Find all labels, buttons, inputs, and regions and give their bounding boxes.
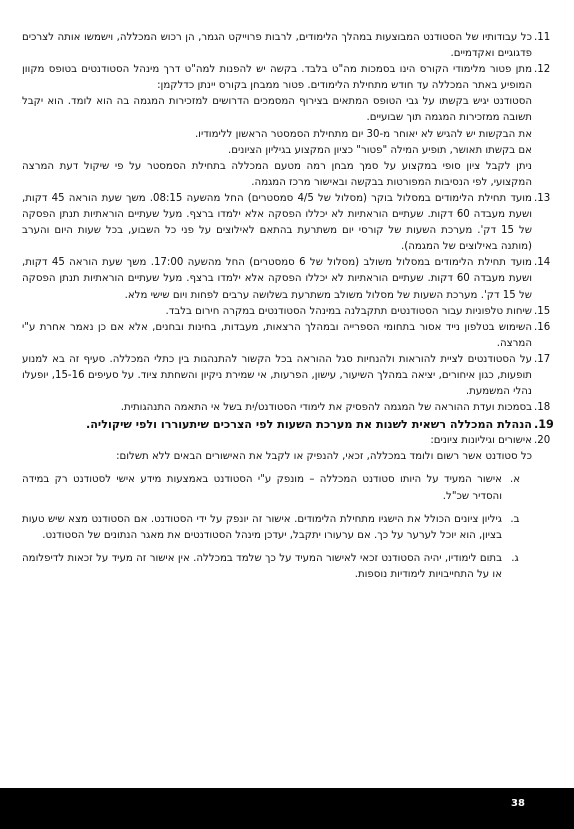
list-item — [22, 191, 552, 255]
item-paragraph: את הבקשות יש להגיש לא יאוחר מ-30 יום מתחילת הסמסטר הראשון ללימודיו. — [194, 128, 532, 140]
list-item — [22, 400, 552, 416]
item-number: .15 — [534, 305, 551, 317]
item-paragraph: מתן פטור מלימודי הקורס הינו בסמכות מה"ט בלבד. בקשה יש להפנות למה"ט דרך מינהל הסטודנטים בטופס מקוון המופיע באתר המכללה עד חודש מתחילת הלימודים. פטור ממבחן בקורס יינתן כדלקמן: — [22, 64, 532, 92]
page-number: 38 — [511, 798, 525, 809]
item-number: .20 — [534, 435, 551, 447]
list-item — [22, 30, 552, 62]
item-number: .18 — [534, 402, 551, 414]
item-number: .14 — [534, 257, 551, 269]
item-paragraph: אישורים וגיליונות ציונים: — [430, 435, 532, 447]
sub-item-letter: ג. — [511, 552, 519, 564]
item-paragraph: שיחות טלפוניות עבור הסטודנטים תתקבלנה במינהל הסטודנטים במקרה חירום בלבד. — [165, 305, 532, 317]
item-paragraph: ניתן לקבל ציון סופי במקצוע על סמך מבחן רמה מטעם המכללה בתחילת הסמסטר על פי שיקול דעת המרצה המקצועי, לפי הנסיבות המפורטות בבקשה ובאישור מרכז המגמה. — [22, 160, 532, 188]
sub-item-letter: א. — [509, 474, 521, 486]
item-paragraph: מועד תחילת הלימודים במסלול משולב (מסלול של 6 סמסטרים) החל מהשעה 17:00. משך שעת הוראה 45 דקות, ושעת מעבדה 60 דקות. שעתיים הוראתיות לא יכללו הפסקה אלא ילמדו ברצף. מעל שעתיים הוראתיות תנתן הפסקה של 15 דק'. מערכת השעות של מסלול משולב משתרעת בשלושה ערבים לפחות ויום שישי מלא. — [22, 257, 532, 301]
item-number: .11 — [534, 32, 551, 43]
list-item — [22, 255, 552, 303]
sub-item-letter: ב. — [510, 513, 520, 525]
sub-item — [22, 551, 532, 583]
item-paragraph: כל עבודותיו של הסטודנט המבוצעות במהלך הלימודים, לרבות פרוייקט הגמר, הן רכוש המכללה, וישמשו אותה לצרכים פדגוגיים ואקדמיים. — [22, 32, 532, 60]
sub-item — [22, 472, 532, 504]
item-paragraph: הנהלת המכללה רשאית לשנות את מערכת השעות לפי הצרכים שיתעוררו ולפי שיקוליה. — [86, 418, 532, 432]
item-paragraph: אם בקשתו תאושר, תופיע המילה "פטור" כציון המקצוע בגיליון הציונים. — [227, 144, 532, 156]
item-number: .16 — [534, 321, 551, 333]
item-number: .12 — [534, 64, 551, 76]
sub-item-text: בתום לימודיו, יהיה הסטודנט זכאי לאישור המעיד על כך שלמד במכללה. אין אישור זה מעיד על זכאות לדיפלומה או על התחייבויות לימודיות נוספות. — [22, 552, 502, 580]
item-paragraph: כל סטודנט אשר רשום ולומד במכללה, זכאי, להנפיק או לקבל את האישורים הבאים ללא תשלום: — [116, 451, 532, 463]
list-item — [22, 352, 552, 400]
item-paragraph: על הסטודנטים לציית להוראות ולהנחיות סגל ההוראה בכל הקשור להתנהגות בין כתלי המכללה. סעיף זה בא למנוע תופעות, כגון איחורים, יציאה במהלך השיעור, עישון, הפרעות, אי שמירת ניקיון והשחתת ציוד. על סעיפים 15-16, יופעלו נהלי המשמעת. — [22, 353, 532, 398]
list-item — [22, 416, 552, 433]
sub-item-text: אישור המעיד על היותו סטודנט המכללה – מונפק ע"י הסטודנט באמצעות מידע אישי לסטודנט רק במידה והסדיר שכ"ל. — [22, 474, 502, 502]
item-paragraph: מועד תחילת הלימודים במסלול בוקר (מסלול של 4/5 סמסטרים) החל מהשעה 08:15. משך שעת הוראה 45 דקות, ושעת מעבדה 60 דקות. שעתיים הוראתיות לא יכללו הפסקה אלא ילמדו ברצף. מעל שעתיים הוראתיות תנתן הפסקה של 15 דק'. מערכת השעות של קורסי יום משתרעת בהתאם לאילוצים על פני כל השבוע, בכל שעות היום והערב (מותנה באילוצים של המגמה). — [22, 192, 533, 253]
item-number: .13 — [534, 192, 551, 204]
item-paragraph: השימוש בטלפון נייד אסור בתחומי הספרייה ובמהלך הרצאות, מעבדות, בחינות ובחנים, אלא אם כן נאמר אחרת ע"י המרצה. — [22, 321, 532, 349]
regulations-list — [22, 30, 552, 583]
sub-item-text: גיליון ציונים הכולל את הישגיו מתחילת הלימודים. אישור זה יונפק על ידי הסטודנט. אם הסטודנט מצא שיש טעות בציון, הוא יוכל לערער על כך. אם ערעורו יתקבל, יעדכן מינהל הסטודנטים את מאגר הנתונים של הסטודנט. — [22, 513, 502, 541]
sub-item — [22, 512, 532, 544]
item-paragraph: הסטודנט יגיש בקשתו על גבי הטופס המתאים בצירוף המסמכים הדרושים למזכירות המגמה בה הוא לומד. הוא יקבל תשובה ממזכירות המגמה תוך שבועיים. — [22, 96, 532, 124]
list-item — [22, 433, 552, 583]
item-number: .17 — [534, 353, 551, 365]
list-item — [22, 304, 552, 320]
page-footer-bar — [0, 788, 574, 829]
item-number: .19 — [534, 418, 554, 432]
list-item — [22, 320, 552, 352]
list-item — [22, 62, 552, 191]
item-paragraph: בסמכות ועדת ההוראה של המגמה להפסיק את לימודי הסטודנט/ית בשל אי התאמה התנהגותית. — [120, 402, 532, 414]
